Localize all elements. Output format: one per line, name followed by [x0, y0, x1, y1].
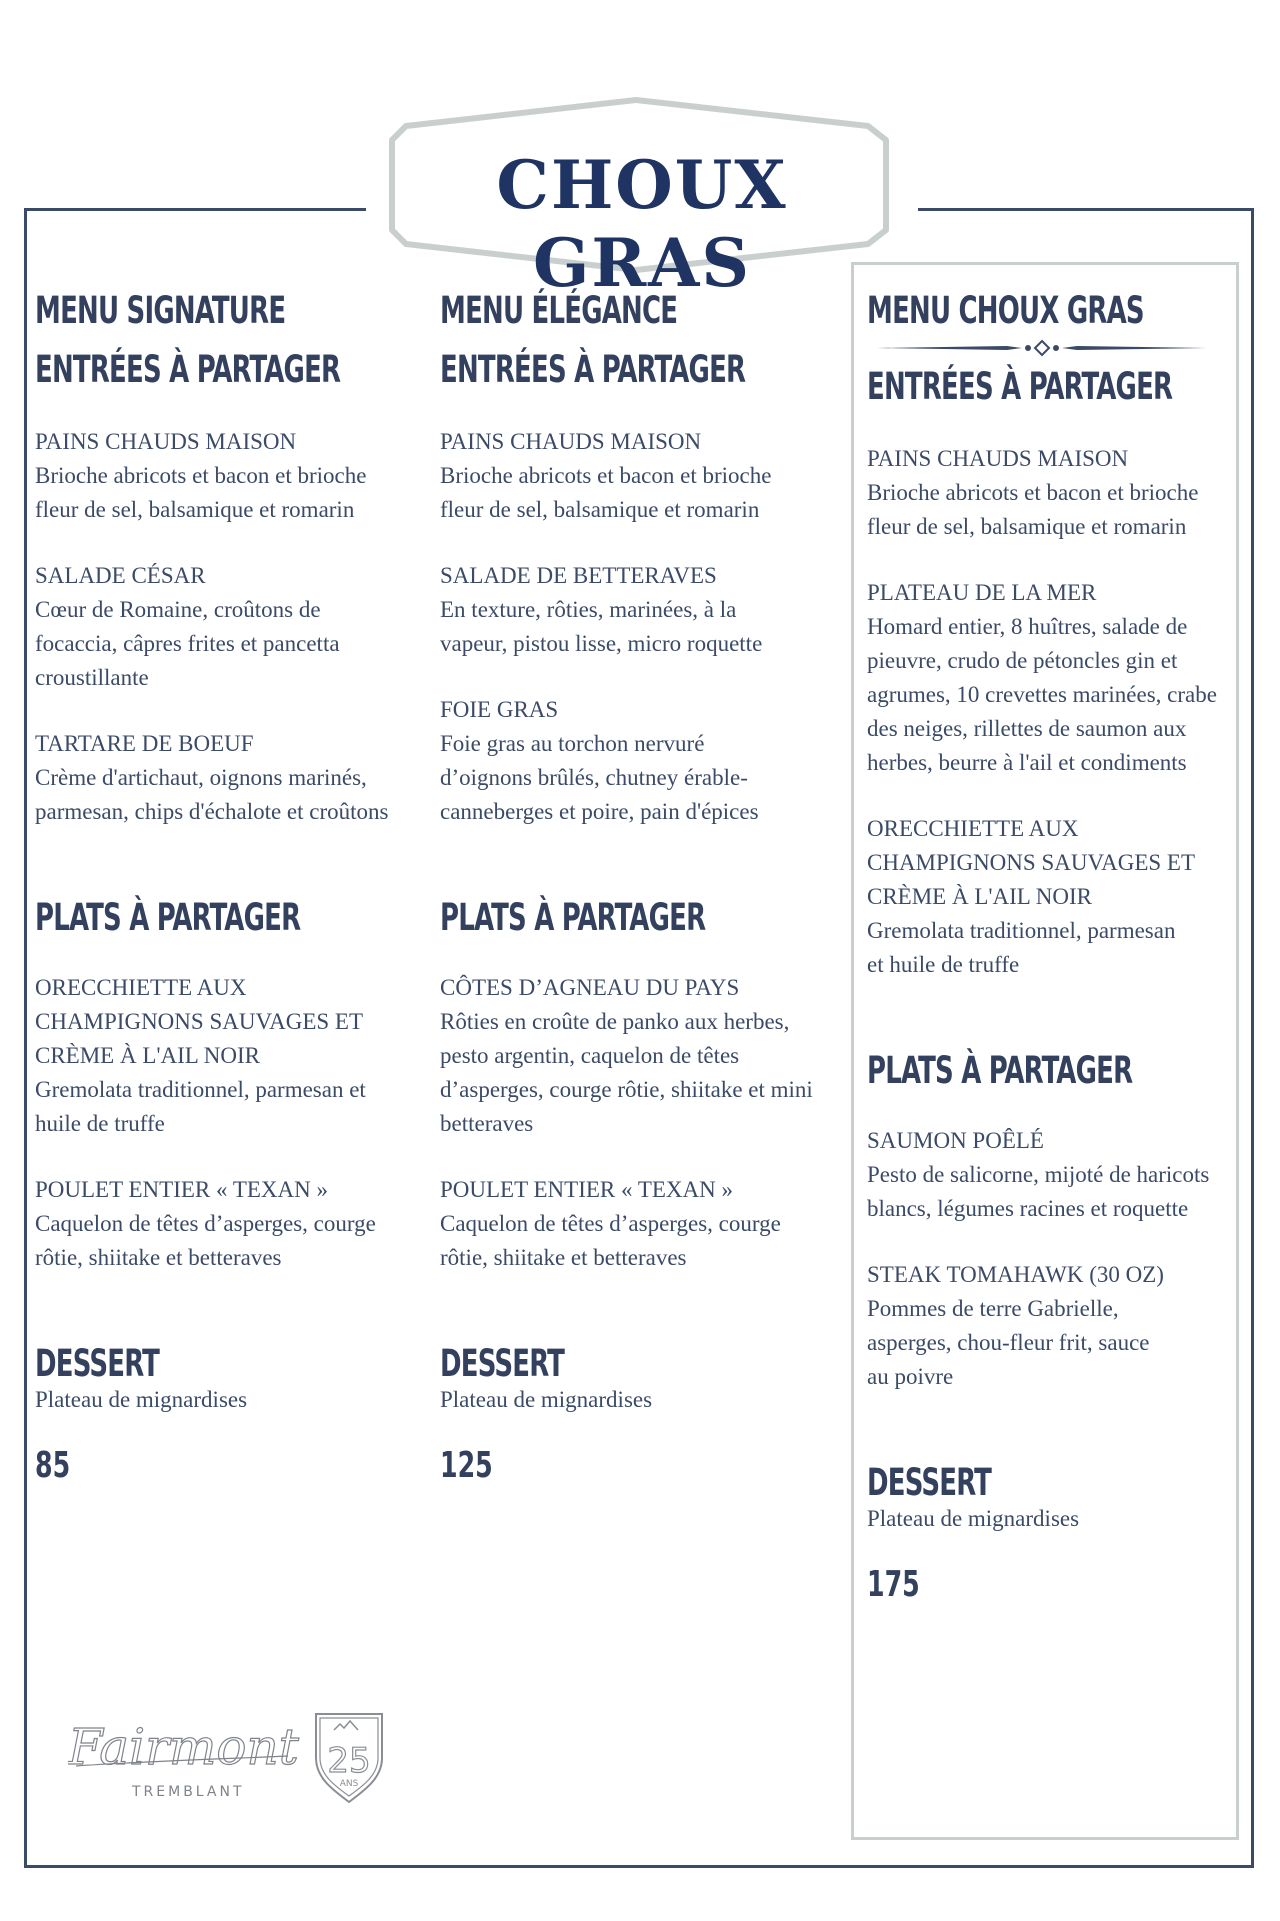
dish-item	[35, 971, 430, 1141]
mains-title: PLATS À PARTAGER	[440, 896, 706, 939]
title-badge	[388, 96, 896, 302]
ornament-divider	[877, 338, 1207, 358]
dish-item	[867, 1258, 1227, 1394]
dish-description: Foie gras au torchon nervuré d’oignons brûlés, chutney érable-canneberges et poire, pain d'épices	[440, 731, 759, 824]
mains-title: PLATS À PARTAGER	[35, 896, 301, 939]
anniversary-label: ANS	[339, 1779, 359, 1789]
dessert-description: Plateau de mignardises	[35, 1387, 248, 1412]
dish-item	[867, 1124, 1227, 1226]
dish-name: ORECCHIETTE AUX CHAMPIGNONS SAUVAGES ET CRÈME À L'AIL NOIR	[867, 816, 1195, 909]
dish-item	[440, 1173, 835, 1275]
dish-item	[867, 576, 1227, 780]
dish-description: Homard entier, 8 huîtres, salade de pieuvre, crudo de pétoncles gin et agrumes, 10 crevettes marinées, crabe des neiges, rillettes de saumon aux herbes, beurre à l'ail et condiments	[867, 614, 1217, 775]
dish-description: Rôties en croûte de panko aux herbes, pesto argentin, caquelon de têtes d’asperges, courge rôtie, shiitake et mini betteraves	[440, 1009, 813, 1136]
dish-name: POULET ENTIER « TEXAN »	[440, 1177, 734, 1202]
fairmont-logo	[68, 1706, 398, 1806]
fairmont-wordmark: Fairmont	[68, 1718, 299, 1776]
dessert-title: DESSERT	[867, 1461, 992, 1504]
dish-name: FOIE GRAS	[440, 697, 559, 722]
dish-name: PAINS CHAUDS MAISON	[867, 446, 1129, 471]
fairmont-subtitle: TREMBLANT	[132, 1784, 245, 1800]
dish-description: En texture, rôties, marinées, à la vapeur, pistou lisse, micro roquette	[440, 597, 763, 656]
menu-price: 125	[440, 1445, 493, 1486]
dish-description: Caquelon de têtes d’asperges, courge rôtie, shiitake et betteraves	[440, 1211, 781, 1270]
dish-name: POULET ENTIER « TEXAN »	[35, 1177, 329, 1202]
dish-name: SAUMON POÊLÉ	[867, 1128, 1044, 1153]
menu-column-signature	[35, 280, 430, 1486]
dish-name: TARTARE DE BOEUF	[35, 731, 254, 756]
dessert-title: DESSERT	[440, 1342, 565, 1385]
starters-title: ENTRÉES À PARTAGER	[35, 348, 341, 391]
brand-logos	[68, 1706, 398, 1806]
dish-item	[440, 425, 835, 527]
menu-title: MENU CHOUX GRAS	[867, 289, 1144, 332]
anniversary-badge	[316, 1714, 382, 1802]
dish-description: Brioche abricots et bacon et brioche fleur de sel, balsamique et romarin	[867, 480, 1199, 539]
dish-item	[35, 1173, 430, 1275]
menu-column-elegance	[440, 280, 835, 1486]
dish-item	[35, 727, 430, 829]
frame-top-line-right	[918, 208, 1254, 211]
dish-description: Gremolata traditionnel, parmesan et huile de truffe	[867, 918, 1176, 977]
dish-item	[867, 442, 1227, 544]
dish-item	[440, 693, 835, 829]
dessert-description: Plateau de mignardises	[440, 1387, 653, 1412]
dish-name: SALADE CÉSAR	[35, 563, 206, 588]
menu-title: MENU SIGNATURE	[35, 289, 286, 332]
menu-price: 85	[35, 1445, 71, 1486]
dish-description: Pesto de salicorne, mijoté de haricots blancs, légumes racines et roquette	[867, 1162, 1210, 1221]
dish-name: PAINS CHAUDS MAISON	[440, 429, 702, 454]
dish-item	[867, 812, 1227, 982]
menu-price: 175	[867, 1564, 920, 1605]
dish-name: STEAK TOMAHAWK (30 OZ)	[867, 1262, 1164, 1287]
dish-description: Gremolata traditionnel, parmesan et huile de truffe	[35, 1077, 366, 1136]
dish-item	[35, 425, 430, 527]
dish-description: Pommes de terre Gabrielle, asperges, chou-fleur frit, sauce au poivre	[867, 1296, 1150, 1389]
restaurant-name: CHOUX GRAS	[496, 146, 788, 302]
menu-title: MENU ÉLÉGANCE	[440, 289, 678, 332]
dish-name: CÔTES D’AGNEAU DU PAYS	[440, 975, 740, 1000]
dish-description: Caquelon de têtes d’asperges, courge rôtie, shiitake et betteraves	[35, 1211, 376, 1270]
dish-description: Cœur de Romaine, croûtons de focaccia, câpres frites et pancetta croustillante	[35, 597, 340, 690]
frame-top-line-left	[24, 208, 366, 211]
dish-name: PAINS CHAUDS MAISON	[35, 429, 297, 454]
dish-name: PLATEAU DE LA MER	[867, 580, 1097, 605]
dish-description: Crème d'artichaut, oignons marinés, parmesan, chips d'échalote et croûtons	[35, 765, 389, 824]
dessert-title: DESSERT	[35, 1342, 160, 1385]
dish-name: SALADE DE BETTERAVES	[440, 563, 717, 588]
dessert-description: Plateau de mignardises	[867, 1506, 1080, 1531]
dish-item	[440, 971, 835, 1141]
dish-description: Brioche abricots et bacon et brioche fleur de sel, balsamique et romarin	[440, 463, 772, 522]
dish-item	[35, 559, 430, 695]
starters-title: ENTRÉES À PARTAGER	[440, 348, 746, 391]
dish-name: ORECCHIETTE AUX CHAMPIGNONS SAUVAGES ET CRÈME À L'AIL NOIR	[35, 975, 363, 1068]
dish-item	[440, 559, 835, 661]
mains-title: PLATS À PARTAGER	[867, 1049, 1133, 1092]
menu-column-choux-gras	[867, 280, 1227, 1605]
starters-title: ENTRÉES À PARTAGER	[867, 365, 1173, 408]
anniversary-number: 25	[327, 1741, 371, 1781]
dish-description: Brioche abricots et bacon et brioche fleur de sel, balsamique et romarin	[35, 463, 367, 522]
